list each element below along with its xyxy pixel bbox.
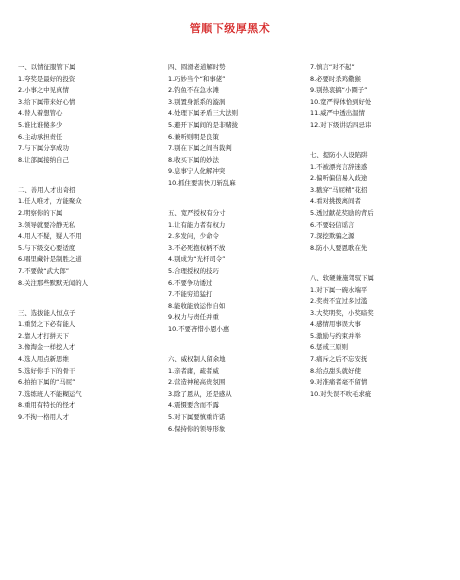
list-item: 2.钓鱼不在急水滩 — [168, 86, 219, 95]
list-item: 8.让部属接纳自己 — [18, 155, 69, 164]
section-heading: 一、以情征服管下属 — [18, 63, 76, 71]
section-heading: 八、软硬兼施驾驭下属 — [310, 273, 374, 282]
section-7 — [310, 150, 450, 254]
list-item: 6.惩戒三原则 — [310, 343, 349, 352]
list-item: 2.靠人才打拼天下 — [18, 331, 69, 340]
list-item: 1.让有能力者有权力 — [168, 220, 226, 229]
list-item: 2.明察你的下属 — [18, 209, 63, 218]
section-heading: 二、善用人才出奇招 — [18, 185, 76, 194]
list-item: 2.多发问，少命令 — [168, 232, 219, 241]
section-3 — [18, 308, 158, 424]
list-item: 9.权力与责任并重 — [168, 313, 219, 322]
list-item: 3.领导就要冷静无私 — [18, 220, 76, 229]
list-item: 3.戳穿“马屁精”花招 — [310, 185, 368, 194]
list-item: 6.不要争功诿过 — [168, 278, 213, 287]
list-item: 7.慎言“对不起” — [310, 63, 355, 71]
section-8 — [310, 273, 450, 401]
list-item: 5.选好你手下的骨干 — [18, 366, 76, 375]
section-6-continued — [310, 62, 450, 132]
list-item: 8.关注那些默默无闻的人 — [18, 278, 89, 287]
page-title: 管顺下级厚黑术 — [189, 22, 271, 35]
list-item: 4.用人不疑，疑人不用 — [18, 232, 82, 241]
section-4 — [168, 62, 308, 190]
list-item: 1.巧妙当个“和事佬” — [168, 74, 226, 83]
section-2 — [18, 185, 158, 289]
list-item: 8.必要时杀鸡儆猴 — [310, 74, 361, 83]
list-item: 3.除了恩从，还是感从 — [168, 389, 232, 398]
list-item: 7.深挖欺骗之源 — [310, 232, 355, 241]
list-item: 3.给下属带来好心情 — [18, 97, 76, 106]
list-item: 7.与下属分享成功 — [18, 144, 69, 153]
column-2 — [168, 62, 308, 454]
list-item: 7.不要做“武大郎” — [18, 267, 70, 275]
section-heading: 三、选拔能人恒点子 — [18, 308, 76, 317]
list-item: 9.别热衷搞“小圈子” — [310, 86, 368, 95]
list-item: 1.夸奖是最好的投资 — [18, 74, 76, 83]
list-item: 9.息事宁人化解冲突 — [168, 167, 226, 176]
list-item: 8.能收能放运作自如 — [168, 301, 226, 310]
list-item: 7.别在下属之间当裁判 — [168, 144, 232, 153]
list-item: 3.不必死抱权柄不放 — [168, 243, 226, 252]
list-item: 6.拍拍下属的“马屁” — [18, 378, 76, 387]
list-item: 5.避开下属间的是非赌拢 — [168, 120, 239, 129]
list-item: 2.小事之中见真情 — [18, 86, 69, 95]
list-item: 6.兼听则明是良策 — [168, 132, 219, 141]
list-item: 1.对下属一碗水端平 — [310, 285, 368, 294]
section-5 — [168, 208, 308, 336]
list-item: 11.威严中透出温情 — [310, 109, 365, 118]
list-item: 6.保持你的领导形象 — [168, 424, 226, 433]
section-heading: 四、圆滑老道解时势 — [168, 63, 226, 71]
list-item: 5.谁比谁傻多少 — [18, 120, 63, 129]
list-item: 8.收买下属的妙法 — [168, 155, 219, 164]
list-item: 3.像淘金一样挖人才 — [18, 343, 76, 352]
list-item: 6.唱里藏针是制胜之道 — [18, 255, 82, 264]
list-item: 7.选练班人不能糊运气 — [18, 389, 82, 398]
list-item: 2.奖责不宜过多过滥 — [310, 297, 368, 306]
list-item: 1.重贤之下必有能人 — [18, 320, 76, 329]
list-item: 10.不要吝惜小恩小惠 — [168, 324, 230, 333]
list-item: 7.不能穷追猛打 — [168, 290, 213, 299]
list-item: 5.透过献花奖励的背后 — [310, 209, 374, 218]
column-3 — [310, 62, 450, 419]
list-item: 3.别置身派系的漩涡 — [168, 97, 226, 106]
list-item: 10.宽严得体恰到好处 — [310, 97, 372, 106]
list-item: 10.对失误不吹毛求疵 — [310, 389, 372, 398]
list-item: 5.合理授权的技巧 — [168, 267, 219, 275]
list-item: 10.抓住要害快刀斩乱麻 — [168, 178, 236, 187]
list-item: 7.痛斥之后不忘安抚 — [310, 355, 368, 364]
list-item: 12.对下级讲话四忌讳 — [310, 120, 372, 129]
list-item: 4.替人着想管心 — [18, 109, 63, 118]
list-item: 4.选人用点新思维 — [18, 355, 69, 364]
section-6 — [168, 354, 308, 435]
list-item: 1.亲者庸，疏者威 — [168, 366, 219, 375]
list-item: 5.对下属要慎重许诺 — [168, 413, 226, 422]
list-item: 2.偏听偏信易入歧途 — [310, 174, 368, 183]
list-item: 3.大奖明奖，小奖暗奖 — [310, 308, 374, 317]
section-heading: 五、宽严授权有分寸 — [168, 209, 226, 218]
list-item: 6.不要轻信谣言 — [310, 220, 355, 229]
section-1 — [18, 62, 158, 166]
list-item: 1.不被漂亮言辞迷惑 — [310, 162, 368, 171]
list-item: 9.不拘一格用人才 — [18, 413, 69, 422]
section-heading: 六、威权制人留余地 — [168, 355, 226, 364]
list-item: 4.别成为“光杆司令” — [168, 255, 226, 264]
list-item: 2.营造神秘高贵氛围 — [168, 378, 226, 387]
list-item: 4.震慑要含而不露 — [168, 401, 219, 410]
list-item: 6.主动承担责任 — [18, 132, 63, 141]
list-item: 9.对准痛者毫不留情 — [310, 378, 368, 387]
list-item: 8.给点甜头就好使 — [310, 366, 361, 375]
list-item: 5.与下级交心要适度 — [18, 243, 76, 252]
list-item: 1.任人唯才，方能聚众 — [18, 197, 82, 206]
list-item: 8.重用有特长的怪才 — [18, 401, 76, 410]
column-1 — [18, 62, 158, 442]
list-item: 4.看对挑拨离间者 — [310, 197, 361, 206]
list-item: 5.激励与约束并举 — [310, 331, 361, 340]
list-item: 4.处理下属矛盾三大法则 — [168, 109, 239, 118]
list-item: 8.防小人要恩歌在先 — [310, 243, 368, 252]
list-item: 4.感情用事误大事 — [310, 320, 361, 329]
section-heading: 七、提防小人设陷阱 — [310, 151, 368, 160]
